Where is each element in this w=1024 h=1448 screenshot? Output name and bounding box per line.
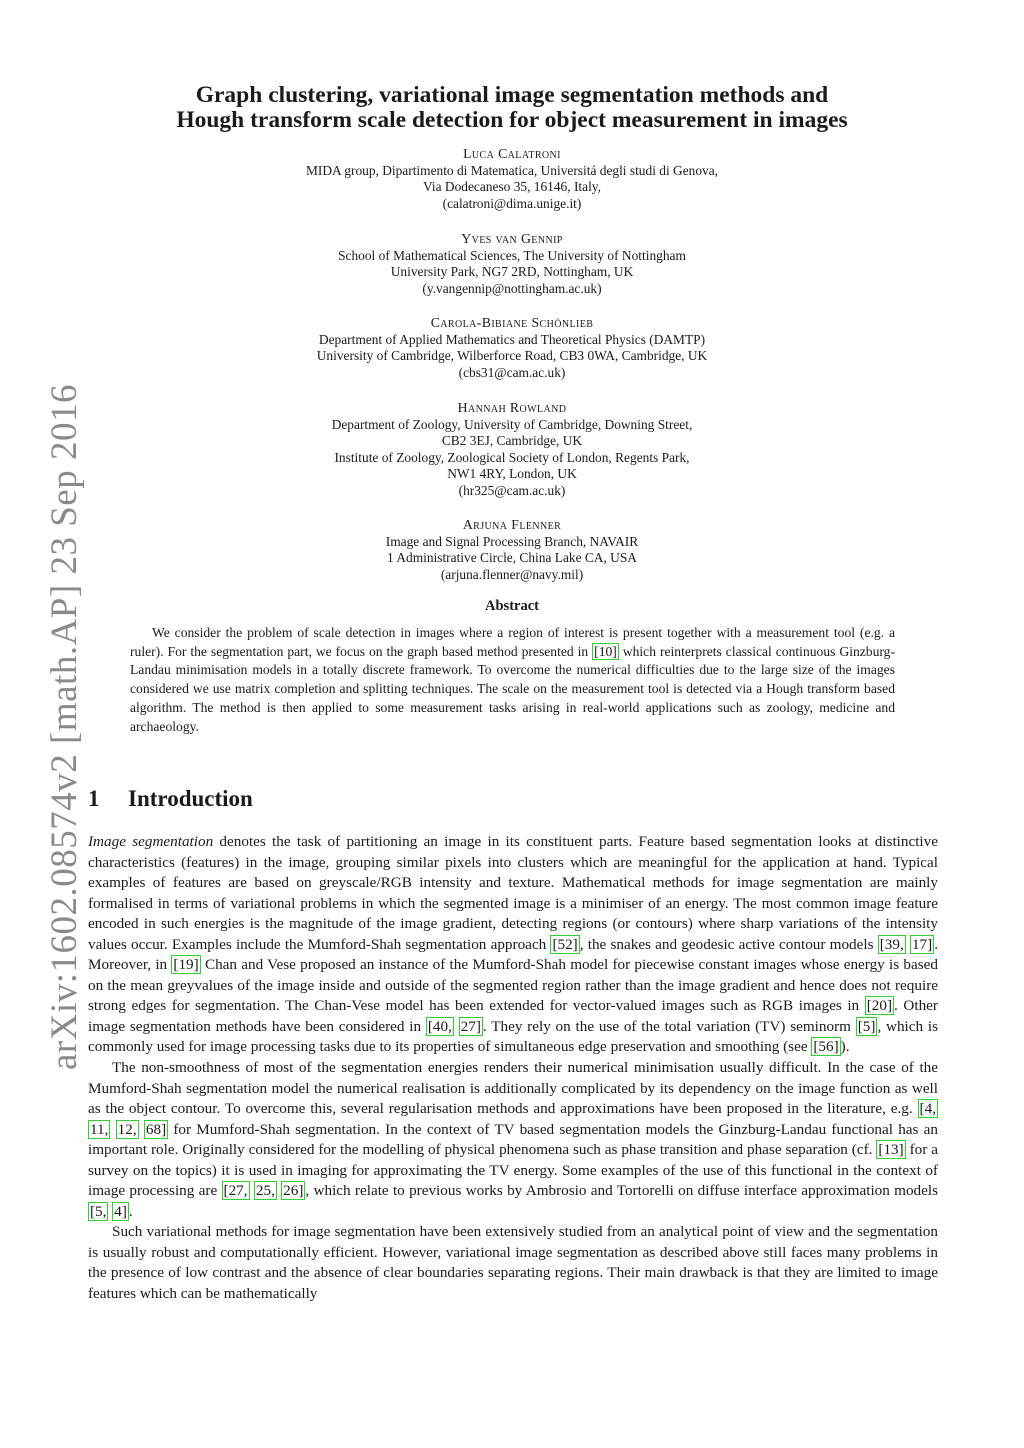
title-line-1: Graph clustering, variational image segmentation methods and (195, 82, 829, 108)
paper-title (88, 83, 936, 133)
citation-link[interactable]: 17] (911, 935, 933, 953)
abstract-paragraph (130, 624, 895, 736)
citation-link[interactable]: [10] (594, 643, 617, 659)
author-name: Arjuna Flenner (462, 517, 562, 532)
paragraph (88, 1222, 938, 1304)
author-name: Luca Calatroni (463, 146, 561, 161)
paragraph-text: . They rely on the use of the total variation (TV) seminorm (482, 1017, 856, 1035)
author-affiliation-line: University of Cambridge, Wilberforce Road, CB3 0WA, Cambridge, UK (316, 348, 708, 364)
citation-link[interactable]: [27, (223, 1182, 248, 1200)
author-email[interactable]: (hr325@cam.ac.uk) (458, 482, 566, 498)
author-block-van-gennip (212, 231, 812, 297)
author-block-rowland (212, 400, 812, 500)
author-affiliation-line: 1 Administrative Circle, China Lake CA, USA (387, 550, 637, 566)
author-affiliation-line: Department of Zoology, University of Cambridge, Downing Street, (331, 416, 693, 432)
author-name: Hannah Rowland (457, 400, 567, 415)
paragraph-text: , the snakes and geodesic active contour models (579, 935, 878, 953)
paragraph-text: denotes the task of partitioning an image in its constituent parts. Feature based segmentation looks at distinctive characteristics (features) in the image, grouping similar pixels into clusters which are meaningful for the application at hand. Typical examples of features are based on greyscale/RGB intensity and texture. Mathematical methods for image segmentation are mainly formalised in terms of variational problems in which the segmented image is a minimiser of an energy. The most common image feature encoded in such energies is the magnitude of the image gradient, detecting regions (or contours) where sharp variations of the intensity values occur. Examples include the Mumford-Shah segmentation approach (88, 833, 938, 953)
author-email[interactable]: (y.vangennip@nottingham.ac.uk) (422, 280, 602, 296)
author-block-flenner (212, 517, 812, 583)
emphasis-term: Image segmentation (88, 833, 214, 850)
paragraph-text: Such variational methods for image segmentation have been extensively studied from an analytical point of view and the segmentation is usually robust and computationally efficient. However, variational image segmentation as described above still faces many problems in the presence of low contrast and the absence of clear boundaries separating regions. Their main drawback is that they are limited to image features which can be mathematically (88, 1223, 938, 1303)
citation-link[interactable]: [13] (878, 1141, 904, 1159)
citation-link[interactable]: 68] (145, 1120, 167, 1138)
paragraph (88, 832, 938, 1058)
section-heading-introduction (88, 786, 253, 812)
paragraph-text: The non-smoothness of most of the segmentation energies renders their numerical minimisation usually difficult. In the case of the Mumford-Shah segmentation model the numerical realisation is additionally complicated by its dependency on the image function as well as the object contour. To overcome this, several regularisation methods and approximations have been proposed in the literature, e.g. (88, 1059, 938, 1118)
abstract-body (130, 624, 895, 736)
introduction-body (88, 832, 938, 1305)
author-name: Yves van Gennip (461, 231, 563, 246)
author-affiliation-line: School of Mathematical Sciences, The University of Nottingham (338, 247, 686, 263)
citation-link[interactable]: 25, (255, 1182, 275, 1200)
author-affiliation-line: University Park, NG7 2RD, Nottingham, UK (390, 264, 634, 280)
paragraph-text: . Moreover, in (88, 935, 938, 974)
citation-link[interactable]: [40, (427, 1017, 452, 1035)
paragraph (88, 1058, 938, 1222)
citation-link[interactable]: [52] (552, 935, 578, 953)
paragraph-text: , which relate to previous works by Ambrosio and Tortorelli on diffuse interface approximation models (305, 1182, 939, 1200)
section-number: 1 (88, 786, 100, 811)
citation-link[interactable]: 12, (117, 1120, 137, 1138)
paragraph-text: , which is commonly used for image processing tasks due to its properties of simultaneous edge preservation and smoothing (see (88, 1017, 939, 1056)
abstract-text: which reinterprets classical continuous Ginzburg-Landau minimisation models in a totally discrete framework. To overcome the numerical difficulties due to the large size of the images considered we use matrix completion and splitting techniques. The scale on the measurement tool is detected via a Hough transform based algorithm. The method is then applied to some measurement tasks arising in real-world applications such as zoology, medicine and archaeology. (130, 643, 895, 734)
citation-link[interactable]: [19] (173, 956, 199, 974)
citation-link[interactable]: [5] (857, 1017, 876, 1035)
author-affiliation-line: Department of Applied Mathematics and Theoretical Physics (DAMTP) (318, 331, 706, 347)
author-block-schonlieb (212, 315, 812, 381)
citation-link[interactable]: [4, (919, 1100, 936, 1118)
citation-link[interactable]: 4] (114, 1202, 127, 1220)
author-email[interactable]: (cbs31@cam.ac.uk) (458, 364, 566, 380)
author-affiliation-line: Institute of Zoology, Zoological Society of London, Regents Park, (334, 449, 690, 465)
citation-link[interactable]: [39, (879, 935, 904, 953)
author-affiliation-line: Via Dodecaneso 35, 16146, Italy, (423, 179, 601, 195)
citation-link[interactable]: 26] (283, 1182, 304, 1200)
citation-link[interactable]: 11, (90, 1120, 109, 1138)
arxiv-identifier-stamp: arXiv:1602.08574v2 [math.AP] 23 Sep 2016 (44, 384, 85, 1070)
paragraph-text: for Mumford-Shah segmentation. In the context of TV based segmentation models the Ginzburg-Landau functional has an important role. Originally considered for the modelling of physical phenomena such as phase transition and phase separation (cf. (88, 1120, 939, 1159)
citation-link[interactable]: [20] (866, 997, 893, 1015)
author-affiliation-line: Image and Signal Processing Branch, NAVAIR (385, 533, 639, 549)
paragraph-text: . (128, 1202, 133, 1220)
author-block-calatroni (212, 146, 812, 212)
author-affiliation-line: NW1 4RY, London, UK (447, 466, 577, 482)
section-title: Introduction (128, 786, 253, 811)
author-name: Carola-Bibiane Schönlieb (430, 315, 594, 330)
citation-link[interactable]: 27] (460, 1017, 481, 1035)
citation-link[interactable]: [56] (813, 1038, 839, 1056)
paragraph-text: ). (840, 1038, 850, 1056)
author-affiliation-line: MIDA group, Dipartimento di Matematica, Universitá degli studi di Genova, (305, 162, 719, 178)
author-email[interactable]: (arjuna.flenner@navy.mil) (440, 566, 584, 582)
author-affiliation-line: CB2 3EJ, Cambridge, UK (441, 433, 583, 449)
paragraph-text: Chan and Vese proposed an instance of the Mumford-Shah model for piecewise constant images whose energy is based on the mean greyvalues of the image inside and outside of the segmented region rather than the image gradient and hence does not require strong edges for segmentation. The Chan-Vese model has been extended for vector-valued images such as RGB images in (88, 956, 938, 1015)
author-email[interactable]: (calatroni@dima.unige.it) (442, 195, 582, 211)
citation-link[interactable]: [5, (90, 1202, 107, 1220)
paragraph-text: . Other image segmentation methods have been considered in (88, 997, 938, 1035)
abstract-text: We consider the problem of scale detection in images where a region of interest is present together with a measurement tool (e.g. a ruler). For the segmentation part, we focus on the graph based method presented in (130, 625, 895, 659)
paragraph-text: for a survey on the topics) it is used in imaging for approximating the TV energy. Some examples of the use of this functional in the context of image processing are (88, 1141, 938, 1200)
title-line-2: Hough transform scale detection for object measurement in images (176, 107, 848, 133)
abstract-heading: Abstract (485, 598, 539, 614)
